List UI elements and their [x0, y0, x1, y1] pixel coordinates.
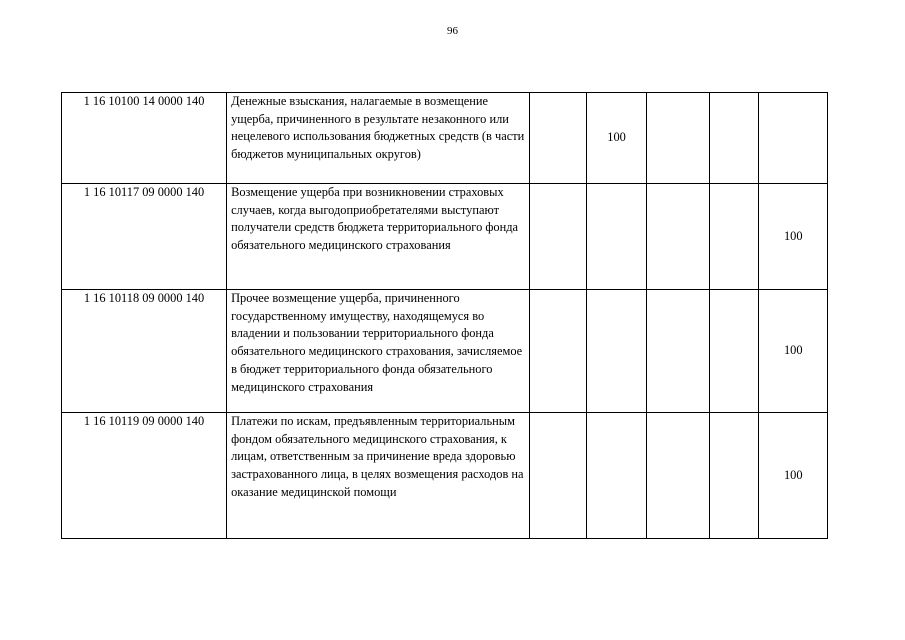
budget-code: 1 16 10119 09 0000 140 [83, 414, 205, 428]
description-text: Платежи по искам, предъявленным территориальным фондом обязательного медицинского страхования, к лицам, ответственным за причинение вреда здоровью застрахованного лица, в целях возмещения расходов на оказание медицинской помощи [231, 414, 524, 499]
value-cell-5: 100 [759, 413, 828, 539]
budget-code-cell [62, 93, 227, 184]
value-cell-2 [587, 184, 646, 290]
value-cell-2: 100 [587, 93, 646, 184]
page-number: 96 [447, 25, 458, 37]
budget-code: 1 16 10100 14 0000 140 [83, 94, 205, 108]
description-cell [227, 413, 530, 539]
budget-code-cell [62, 290, 227, 413]
value-cell-1 [530, 93, 587, 184]
value-cell-3 [646, 93, 709, 184]
value-cell-4 [710, 290, 759, 413]
value-cell-4 [710, 413, 759, 539]
value-cell-3 [646, 184, 709, 290]
value-cell-5: 100 [759, 290, 828, 413]
value-cell-5 [759, 93, 828, 184]
value-cell-4 [710, 184, 759, 290]
description-text: Возмещение ущерба при возникновении страховых случаев, когда выгодоприобретателями выступают получатели средств бюджета территориального фонда обязательного медицинского страхования [231, 185, 519, 253]
value-cell-3 [646, 290, 709, 413]
value-cell-1 [530, 184, 587, 290]
table-row [62, 290, 828, 413]
budget-code-cell [62, 413, 227, 539]
value-cell-2 [587, 290, 646, 413]
value-cell-2 [587, 413, 646, 539]
table-row [62, 184, 828, 290]
budget-code: 1 16 10117 09 0000 140 [83, 185, 205, 199]
description-text: Прочее возмещение ущерба, причиненного государственному имуществу, находящемуся во владении и пользовании территориального фонда обязательного медицинского страхования, зачисляемое в бюджет территориального фонда обязательного медицинского страхования [231, 291, 523, 394]
value-cell-5: 100 [759, 184, 828, 290]
description-cell [227, 290, 530, 413]
description-text: Денежные взыскания, налагаемые в возмещение ущерба, причиненного в результате незаконного или нецелевого использования бюджетных средств (в части бюджетов муниципальных округов) [231, 94, 525, 162]
description-cell [227, 93, 530, 184]
revenue-classification-table [61, 92, 828, 539]
value-cell-1 [530, 413, 587, 539]
budget-code-cell [62, 184, 227, 290]
value-cell-1 [530, 290, 587, 413]
budget-code: 1 16 10118 09 0000 140 [83, 291, 205, 305]
table-row [62, 93, 828, 184]
table-row [62, 413, 828, 539]
value-cell-3 [646, 413, 709, 539]
description-cell [227, 184, 530, 290]
value-cell-4 [710, 93, 759, 184]
